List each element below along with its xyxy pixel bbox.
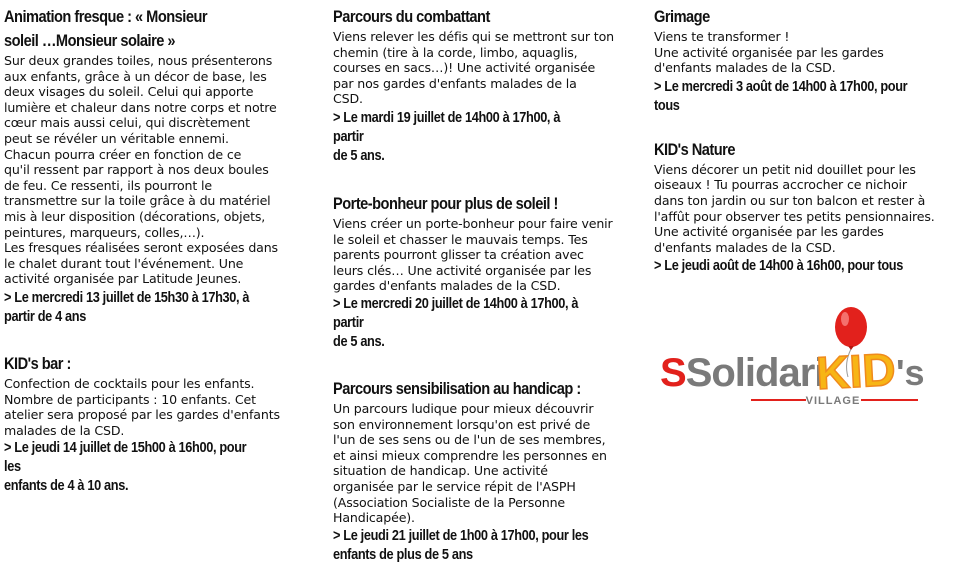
event-date [654,78,950,116]
body-line: Sur deux grandes toiles, nous présenterons [4,53,273,68]
event-date [654,257,950,276]
date-line: > Le mercredi 13 juillet de 15h30 à 17h30, à [4,289,250,306]
section-grimage [654,6,950,116]
section-body [333,401,629,526]
column-2 [333,0,629,565]
body-line: gardes d'enfants malades de la CSD. [333,278,561,294]
body-line: le soleil et chasser le mauvais temps. Tes [333,231,588,247]
section-title-line2: soleil …Monsieur solaire » [4,31,176,50]
body-line: leurs clés… Une activité organisée par les [333,262,592,278]
date-line: > Le jeudi 21 juillet de 1h00 à 17h00, pour les [333,527,589,544]
section-parcours-handicap [333,378,629,565]
body-line: chemin (tire à la corde, limbo, aquaglis, [333,44,578,60]
body-line: le chalet durant tout l'événement. Une [4,255,244,271]
logo-text-solidari: SSolidari [660,351,825,395]
logo-text-kid: KID [815,342,897,400]
body-line: dans ton jardin ou sur ton balcon et rester à [654,192,926,208]
body-line: peut se révéler un véritable ennemi. [4,130,229,146]
body-line: malades de la CSD. [4,422,125,438]
section-title: Animation fresque : « Monsieur [4,7,208,26]
body-line: Un parcours ludique pour mieux découvrir [333,400,594,416]
body-line: qu'il ressent par rapport à nos deux boules [4,162,269,178]
event-date [333,527,629,565]
body-line: de feu. Ce ressenti, ils pourront le [4,177,212,193]
section-kids-nature [654,139,950,277]
body-line: lumière et chaleur dans notre corps et notre [4,99,277,115]
section-title: KID's Nature [654,139,735,159]
event-date [333,109,629,166]
body-line: mis à leur disposition (décorations, objets, [4,208,266,224]
body-line: Confection de cocktails pour les enfants. [4,375,255,391]
column-3 [654,0,950,276]
body-line: Viens te transformer ! [654,29,790,44]
body-line: cœur mais aussi celui, qui discrètement [4,115,250,131]
date-line: > Le mercredi 3 août de 14h00 à 17h00, pour tous [654,78,908,114]
section-title: Parcours sensibilisation au handicap : [333,378,581,398]
date-line: enfants de 4 à 10 ans. [4,478,129,495]
body-line: Viens relever les défis qui se mettront sur ton [333,29,614,44]
body-line: activité organisée par Latitude Jeunes. [4,271,242,287]
body-line: Viens créer un porte-bonheur pour faire venir [333,215,613,231]
section-body [333,29,629,107]
event-date [4,289,298,327]
body-line: organisée par le service répit de l'ASPH [333,478,576,494]
event-date [4,439,298,496]
section-porte-bonheur [333,193,629,352]
column-1 [4,0,298,496]
section-title: Parcours du combattant [333,7,490,26]
body-line: par nos gardes d'enfants malades de la [333,75,577,91]
body-line: Nombre de participants : 10 enfants. Cet [4,391,256,407]
section-body [333,216,629,294]
date-line: enfants de plus de 5 ans [333,546,473,563]
section-body [4,53,298,287]
body-line: parents pourront glisser ta création avec [333,247,584,263]
section-title: Grimage [654,7,710,26]
body-line: Viens décorer un petit nid douillet pour les [654,161,916,177]
section-body [4,376,298,438]
solidarikids-logo [656,305,946,410]
body-line: deux visages du soleil. Celui qui apporte [4,84,254,100]
date-line: de 5 ans. [333,333,385,350]
body-line: courses en sacs…)! Une activité organisée [333,60,596,76]
section-animation-fresque [4,6,298,327]
date-line: > Le mercredi 20 juillet de 14h00 à 17h00, à partir [333,295,579,331]
section-parcours-combattant [333,6,629,166]
date-line: > Le mardi 19 juillet de 14h00 à 17h00, à partir [333,109,561,145]
date-line: partir de 4 ans [4,308,86,325]
body-line: CSD. [333,91,363,107]
body-line: Une activité organisée par les gardes [654,224,884,240]
section-title: Porte-bonheur pour plus de soleil ! [333,193,558,213]
logo-text-village: VILLAGE [805,395,861,407]
body-line: l'affût pour observer tes petits pensionnaires. [654,208,935,224]
body-line: son environnement lorsqu'on est privé de [333,416,591,432]
date-line: de 5 ans. [333,147,385,164]
body-line: situation de handicap. Une activité [333,463,548,479]
body-line: transmettre sur la toile grâce à du matériel [4,193,271,209]
body-line: Handicapée). [333,510,415,526]
body-line: Chacun pourra créer en fonction de ce [4,146,242,162]
section-title: KID's bar : [4,353,71,373]
section-kids-bar [4,353,298,496]
body-line: l'un de ses sens ou de l'un de ses membres, [333,432,606,448]
logo-text-s: 's [896,352,925,393]
body-line: Une activité organisée par les gardes [654,44,884,60]
body-line: aux enfants, grâce à un décor de base, les [4,68,267,84]
body-line: Les fresques réalisées seront exposées dans [4,240,278,256]
body-line: (Association Socialiste de la Personne [333,494,566,510]
section-body [654,162,950,256]
body-line: peintures, marqueurs, colles,…). [4,224,205,240]
body-line: atelier sera proposé par les gardes d'enfants [4,407,280,423]
date-line: > Le jeudi 14 juillet de 15h00 à 16h00, pour les [4,440,247,476]
date-line: > Le jeudi août de 14h00 à 16h00, pour tous [654,258,903,275]
body-line: d'enfants malades de la CSD. [654,239,836,255]
section-body [654,29,950,76]
body-line: oiseaux ! Tu pourras accrocher ce nichoir [654,177,907,193]
body-line: d'enfants malades de la CSD. [654,60,836,76]
event-date [333,295,629,352]
body-line: et ainsi mieux comprendre les personnes en [333,447,607,463]
